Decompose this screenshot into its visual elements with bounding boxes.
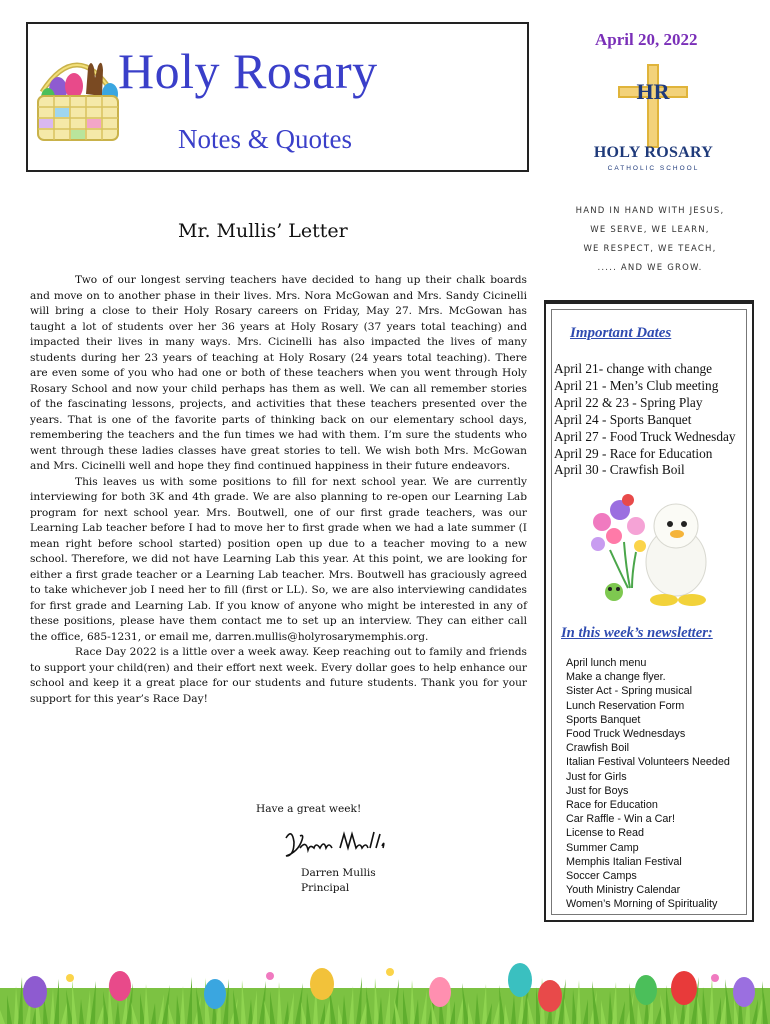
letter-heading: Mr. Mullis’ Letter — [178, 220, 348, 242]
newsletter-subtitle: Notes & Quotes — [178, 124, 352, 154]
date-item: April 21 - Men’s Club meeting — [554, 377, 719, 393]
important-dates-heading: Important Dates — [570, 325, 672, 341]
date-item: April 22 & 23 - Spring Play — [554, 394, 703, 410]
easter-grass-border — [0, 948, 770, 1024]
date-item: April 21- change with change — [554, 361, 713, 376]
news-item[interactable]: Lunch Reservation Form — [566, 699, 685, 712]
news-item[interactable]: Memphis Italian Festival — [566, 855, 682, 868]
easter-basket-icon — [28, 44, 126, 148]
newsletter-contents-heading: In this week’s newsletter: — [561, 625, 713, 641]
date-item: April 24 - Sports Banquet — [554, 411, 692, 427]
motto-line: WE SERVE, WE LEARN, — [590, 225, 710, 235]
date-item: April 29 - Race for Education — [554, 445, 713, 461]
letter-paragraph: Race Day 2022 is a little over a week away. Keep reaching out to family and friends to support your child(ren) and their effort next week. Every dollar goes to help enhance our school and keep it a great place for our students and future students. Thank you for your support for this year’s Race Day! — [30, 646, 527, 705]
news-item[interactable]: Just for Boys — [566, 784, 629, 797]
date-item: April 27 - Food Truck Wednesday — [554, 428, 736, 444]
important-dates-list — [554, 361, 736, 479]
signer-name: Darren Mullis — [301, 867, 376, 879]
motto-line: WE RESPECT, WE TEACH, — [583, 244, 717, 254]
motto-line: HAND IN HAND WITH JESUS, — [575, 206, 725, 216]
news-item[interactable]: Food Truck Wednesdays — [566, 728, 686, 741]
news-item[interactable]: Soccer Camps — [566, 870, 637, 883]
signer-block — [301, 866, 376, 896]
signer-title: Principal — [301, 882, 350, 894]
school-motto — [560, 202, 740, 278]
school-subname: CATHOLIC SCHOOL — [607, 165, 700, 172]
news-item[interactable]: Italian Festival Volunteers Needed — [566, 756, 730, 769]
news-item[interactable]: Sports Banquet — [566, 713, 641, 726]
newsletter-title: Holy Rosary — [118, 43, 378, 99]
news-item[interactable]: Sister Act - Spring musical — [566, 685, 693, 698]
motto-line: ..... AND WE GROW. — [597, 263, 703, 273]
news-item[interactable]: Crawfish Boil — [566, 742, 629, 755]
flower-heads — [66, 968, 719, 982]
news-item[interactable]: Car Raffle - Win a Car! — [566, 813, 675, 826]
school-name: HOLY ROSARY — [593, 144, 714, 161]
letter-paragraph: Two of our longest serving teachers have decided to hang up their chalk boards and move on to another phase in their lives. Mrs. Nora McGowan and Mrs. Sandy Cicinelli will bring a close to their Holy Rosary careers on Friday, May 27. Mrs. McGowan has taught a lot of students over her 36 years at Holy Rosary (37 years total teaching) and impacted their lives in many ways. Mrs. Cicinelli has also impacted the lives of many students during her 23 years of teaching at Holy Rosary (24 years total teaching). There are even some of you who had one or both of these teachers when you went through Holy Rosary School and now your child perhaps has them as well. We can all remember stories of the fascinating lessons, projects, and activities that these teachers presented over the years. That is one of the favorite parts of thinking back on our elementary school days, remembering the teachers and the fun times we had with them. I’m sure the students who went through these ladies classes have great stories to tell. We wish both Mrs. McGowan and Mrs. Cicinelli well and hope they find continued happiness in their future endeavors. — [30, 274, 527, 472]
letter-closing: Have a great week! — [256, 803, 362, 815]
news-item[interactable]: Youth Ministry Calendar — [566, 884, 681, 897]
news-item[interactable]: Women’s Morning of Spirituality — [566, 898, 718, 911]
news-item[interactable]: Just for Girls — [566, 770, 627, 783]
newsletter-contents-list — [566, 656, 730, 912]
logo-monogram: HR — [636, 79, 670, 104]
school-cross-logo — [618, 64, 688, 148]
news-item[interactable]: April lunch menu — [566, 657, 647, 669]
news-item[interactable]: License to Read — [566, 827, 645, 840]
letter-paragraph: This leaves us with some positions to fill for next school year. We are currently interviewing for both 3K and 4th grade. We are also planning to re-open our Learning Lab program for next school year. Mrs. Boutwell, one of our first grade teachers, was our Learning Lab teacher before I had to move her to first grade when we had a late summer (I mean right before school started) position open up due to a teacher moving to a new school. Therefore, we did not have Learning Lab this year. At this point, we are looking for either a first grade teacher or a Learning Lab teacher. Mrs. Boutwell has graciously agreed to take whichever job I need her to fill (first or LL). So, we are also interviewing candidates for first grade and Learning Lab. If you know of anyone who might be interested in any of these positions, please have them contact me to set up an interview. They can either call the office, 685-1231, or email me, darren.mullis@holyrosarymemphis.org. — [30, 475, 527, 643]
issue-date: April 20, 2022 — [595, 30, 698, 49]
news-item[interactable]: Race for Education — [566, 799, 658, 812]
letter-body — [30, 273, 527, 707]
news-item[interactable]: Make a change flyer. — [566, 671, 666, 684]
duckling-flowers-illustration — [580, 492, 720, 610]
date-item: April 30 - Crawfish Boil — [554, 462, 685, 478]
news-item[interactable]: Summer Camp — [566, 841, 639, 854]
signature-image — [282, 826, 387, 862]
